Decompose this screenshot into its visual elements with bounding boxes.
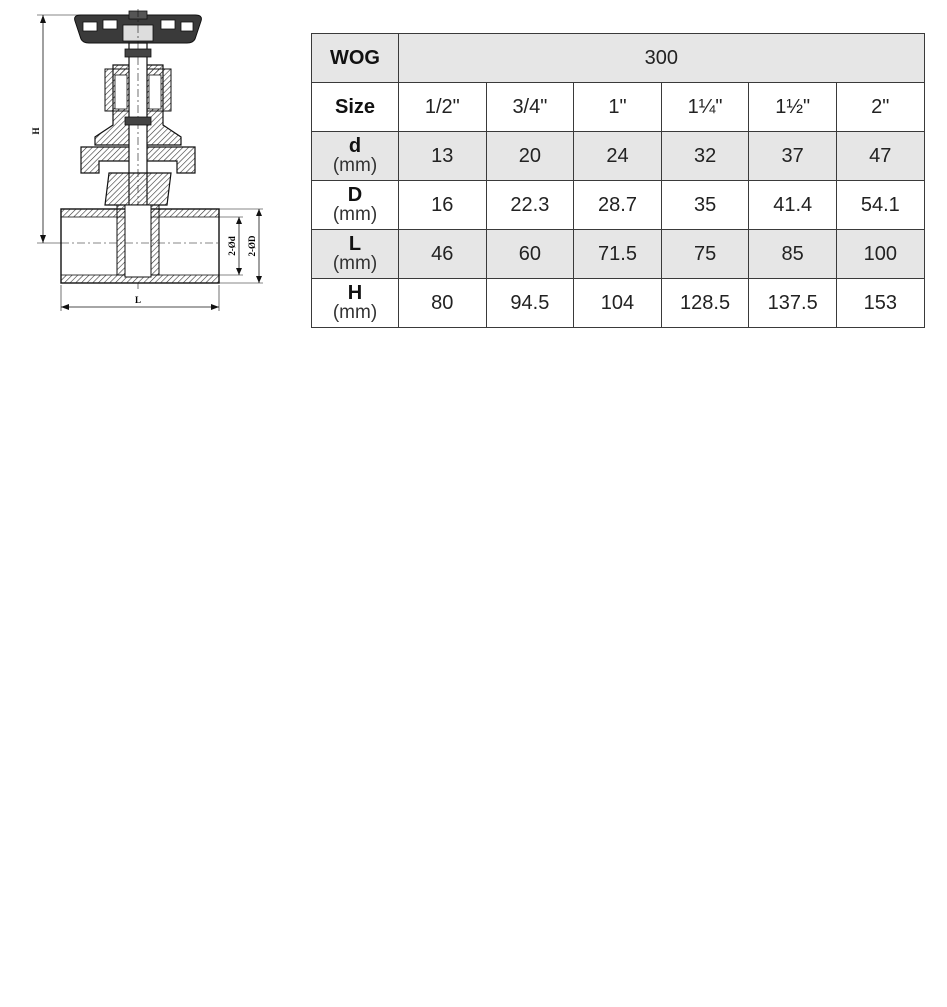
table-cell: 54.1 [836, 181, 924, 230]
table-cell: 137.5 [749, 279, 837, 328]
wog-value: 300 [399, 34, 925, 83]
dimension-diameters [219, 209, 263, 283]
table-cell: 22.3 [486, 181, 574, 230]
table-row [312, 230, 925, 279]
row-symbol: H [347, 282, 363, 304]
dimension-d-small-label: 2-Ød [227, 236, 237, 256]
table-row [312, 181, 925, 230]
table-cell: 100 [836, 230, 924, 279]
table-cell: 75 [661, 230, 749, 279]
row-header [312, 181, 399, 230]
wog-row [312, 34, 925, 83]
size-cell: 3/4" [486, 83, 574, 132]
dimension-l-label: L [134, 295, 142, 305]
row-header [312, 132, 399, 181]
wog-label: WOG [312, 34, 399, 83]
dimension-h-label: H [31, 127, 41, 135]
table-cell: 60 [486, 230, 574, 279]
row-symbol: d [348, 135, 362, 157]
size-cell: 1/2" [399, 83, 487, 132]
table-cell: 16 [399, 181, 487, 230]
size-cell: 1¼" [661, 83, 749, 132]
valve-body [61, 173, 219, 283]
table-cell: 94.5 [486, 279, 574, 328]
dimension-l [61, 285, 219, 311]
table-cell: 47 [836, 132, 924, 181]
table-cell: 80 [399, 279, 487, 328]
size-row [312, 83, 925, 132]
table-cell: 46 [399, 230, 487, 279]
table-cell: 35 [661, 181, 749, 230]
spec-table [311, 33, 925, 328]
row-symbol: D [347, 184, 363, 206]
table-row [312, 132, 925, 181]
dimension-d-large-label: 2-ØD [247, 235, 257, 257]
table-cell: 13 [399, 132, 487, 181]
size-cell: 1" [574, 83, 662, 132]
size-cell: 1½" [749, 83, 837, 132]
gate-valve-drawing [25, 5, 270, 315]
row-symbol: L [348, 233, 362, 255]
row-header [312, 279, 399, 328]
table-cell: 128.5 [661, 279, 749, 328]
table-cell: 32 [661, 132, 749, 181]
row-unit: (mm) [332, 204, 378, 225]
row-unit: (mm) [332, 253, 378, 274]
row-unit: (mm) [332, 155, 378, 176]
row-unit: (mm) [332, 302, 378, 323]
table-cell: 20 [486, 132, 574, 181]
table-cell: 24 [574, 132, 662, 181]
table-cell: 41.4 [749, 181, 837, 230]
size-cell: 2" [836, 83, 924, 132]
row-header [312, 230, 399, 279]
table-cell: 28.7 [574, 181, 662, 230]
table-cell: 37 [749, 132, 837, 181]
table-cell: 71.5 [574, 230, 662, 279]
table-cell: 153 [836, 279, 924, 328]
table-cell: 104 [574, 279, 662, 328]
table-cell: 85 [749, 230, 837, 279]
table-row [312, 279, 925, 328]
size-label: Size [312, 83, 399, 132]
